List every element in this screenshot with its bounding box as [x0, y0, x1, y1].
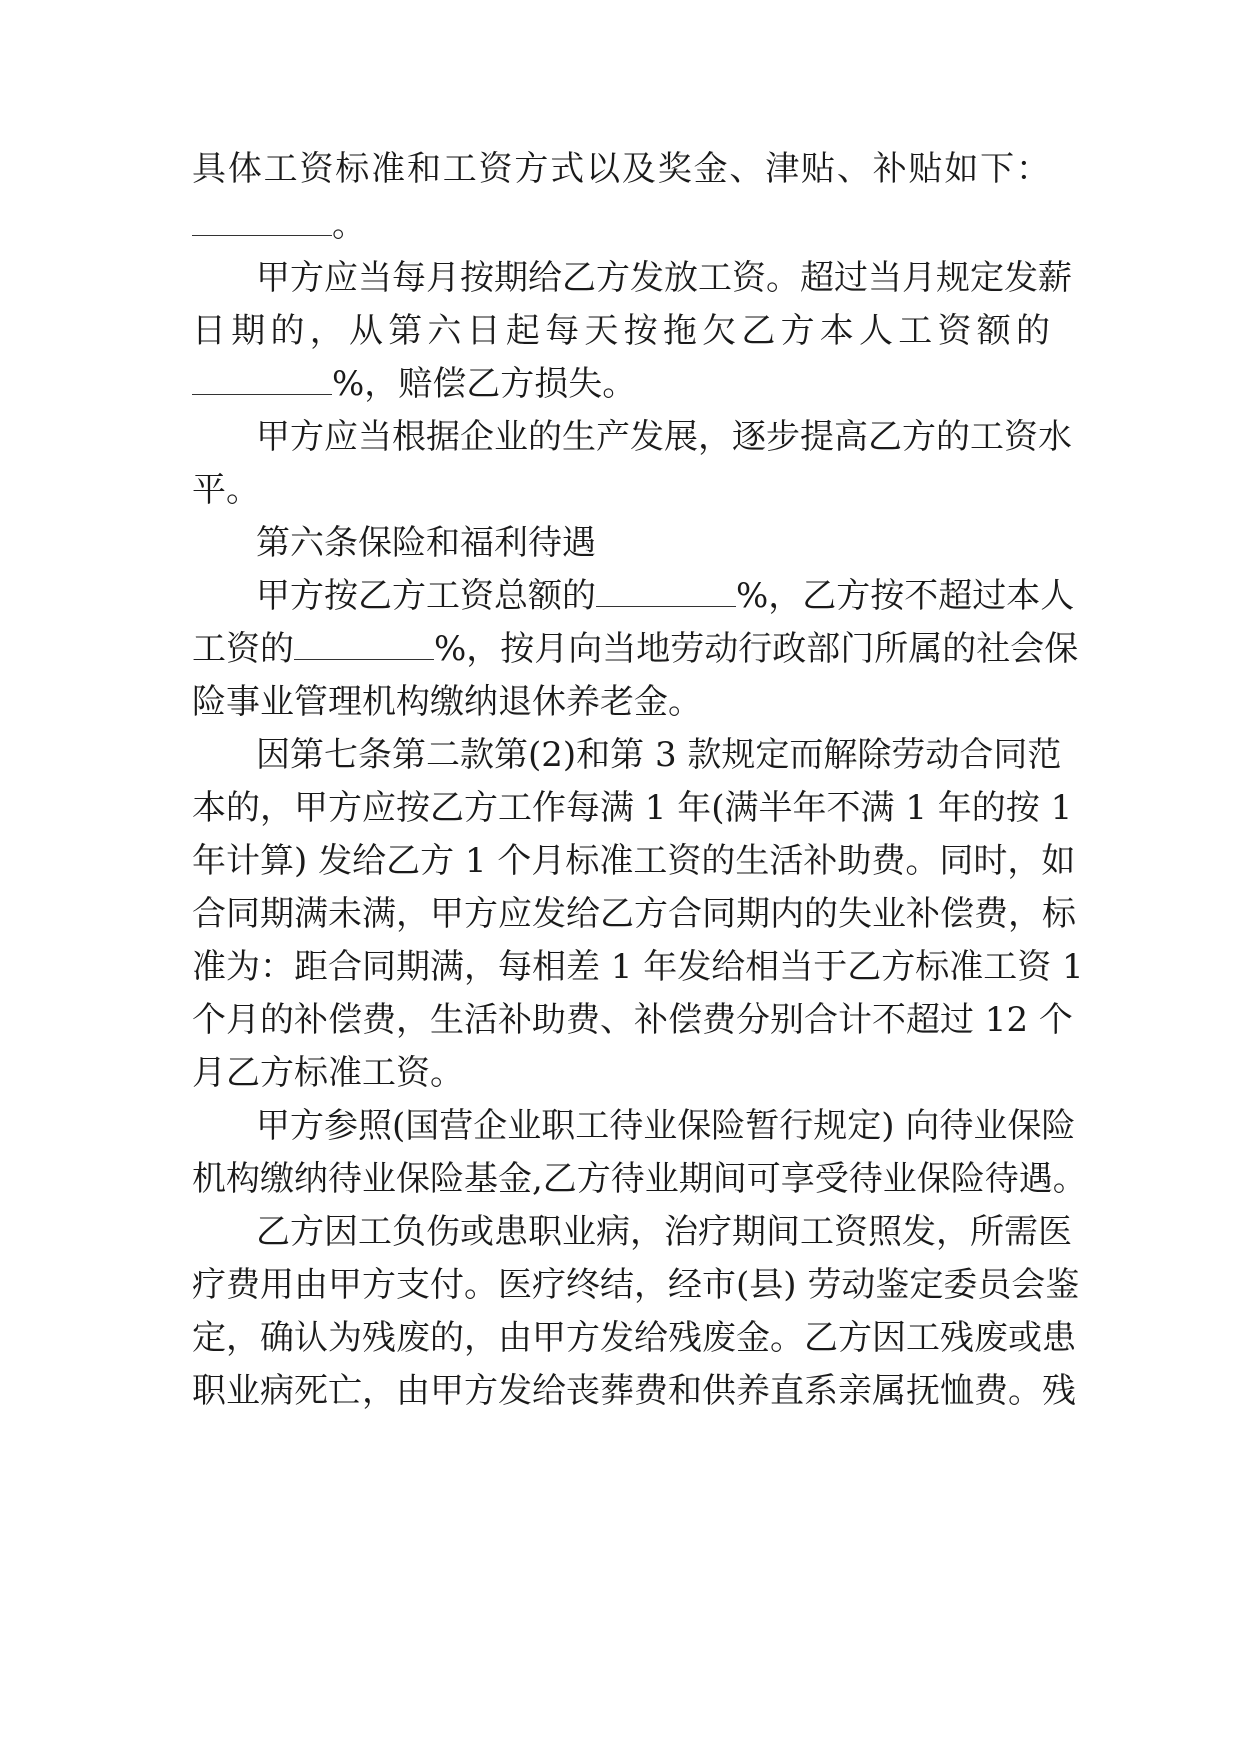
paragraph-line — [192, 204, 1050, 246]
paragraph-line: 日期的，从第六日起每天按拖欠乙方本人工资额的 — [192, 311, 1050, 351]
paragraph-line: 甲方应当每月按期给乙方发放工资。超过当月规定发薪 — [256, 258, 1072, 298]
paragraph-line: 因第七条第二款第(2)和第 3 款规定而解除劳动合同范 — [256, 735, 1062, 775]
paragraph-line — [256, 575, 1075, 617]
paragraph-line: 乙方因工负伤或患职业病，治疗期间工资照发，所需医 — [256, 1212, 1072, 1252]
paragraph-line: 甲方应当根据企业的生产发展，逐步提高乙方的工资水 — [256, 417, 1072, 457]
paragraph-line — [192, 363, 1050, 405]
fill-in-blank — [192, 205, 332, 236]
line-text: 工资的 — [192, 629, 294, 669]
paragraph-line: 险事业管理机构缴纳退休养老金。 — [192, 682, 702, 722]
line-text: 。 — [332, 205, 366, 245]
fill-in-blank — [596, 576, 736, 607]
paragraph-line: 年计算) 发给乙方 1 个月标准工资的生活补助费。同时，如 — [192, 841, 1076, 881]
fill-in-blank — [192, 364, 332, 395]
paragraph-line: 定，确认为残废的，由甲方发给残废金。乙方因工残废或患 — [192, 1318, 1076, 1358]
paragraph-line: 疗费用由甲方支付。医疗终结，经市(县) 劳动鉴定委员会鉴 — [192, 1265, 1080, 1305]
paragraph-line: 甲方参照(国营企业职工待业保险暂行规定) 向待业保险 — [256, 1106, 1076, 1146]
line-text: %，乙方按不超过本人 — [736, 576, 1075, 616]
line-text: %，赔偿乙方损失。 — [332, 364, 637, 404]
section-heading: 第六条保险和福利待遇 — [256, 523, 596, 563]
paragraph-line: 个月的补偿费，生活补助费、补偿费分别合计不超过 12 个 — [192, 1000, 1073, 1040]
line-text: %，按月向当地劳动行政部门所属的社会保 — [434, 629, 1079, 669]
paragraph-line: 职业病死亡，由甲方发给丧葬费和供养直系亲属抚恤费。残 — [192, 1371, 1076, 1411]
fill-in-blank — [294, 629, 434, 660]
paragraph-line: 平。 — [192, 470, 260, 510]
paragraph-line: 机构缴纳待业保险基金,乙方待业期间可享受待业保险待遇。 — [192, 1159, 1087, 1199]
line-text: 甲方按乙方工资总额的 — [256, 576, 596, 616]
paragraph-line: 具体工资标准和工资方式以及奖金、津贴、补贴如下： — [192, 149, 1050, 189]
paragraph-line: 准为：距合同期满，每相差 1 年发给相当于乙方标准工资 1 — [192, 947, 1084, 987]
paragraph-line: 合同期满未满，甲方应发给乙方合同期内的失业补偿费，标 — [192, 894, 1076, 934]
paragraph-line: 月乙方标准工资。 — [192, 1053, 464, 1093]
paragraph-line: 本的，甲方应按乙方工作每满 1 年(满半年不满 1 年的按 1 — [192, 788, 1073, 828]
paragraph-line — [192, 628, 1079, 670]
